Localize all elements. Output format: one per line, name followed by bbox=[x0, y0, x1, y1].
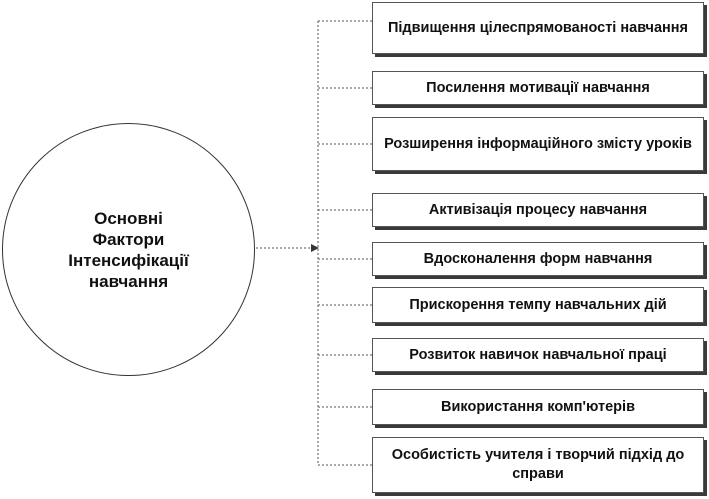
factor-box-pace-acceleration bbox=[372, 287, 704, 323]
factor-box-purposefulness bbox=[372, 2, 704, 54]
central-concept-title: Основні Фактори Інтенсифікації навчання bbox=[68, 208, 189, 291]
factor-box-informational-content bbox=[372, 117, 704, 171]
factor-label: Вдосконалення форм навчання bbox=[423, 250, 653, 267]
factor-label: Використання комп'ютерів bbox=[441, 398, 635, 415]
factor-box-study-skills bbox=[372, 338, 704, 372]
factor-box-teacher-personality bbox=[372, 437, 704, 493]
factor-label: Розвиток навичок навчальної праці bbox=[409, 346, 667, 363]
factor-box-forms-improvement bbox=[372, 242, 704, 276]
factor-box-motivation bbox=[372, 71, 704, 105]
factor-box-computers bbox=[372, 389, 704, 425]
factor-label: Підвищення цілеспрямованості навчання bbox=[387, 19, 689, 36]
factor-label: Активізація процесу навчання bbox=[428, 201, 648, 218]
factor-label: Розширення інформаційного змісту уроків bbox=[384, 135, 692, 152]
factor-label: Особистість учителя і творчий підхід до справи bbox=[391, 447, 685, 482]
factor-label: Посилення мотивації навчання bbox=[426, 79, 650, 96]
factor-label: Прискорення темпу навчальних дій bbox=[409, 296, 667, 313]
central-concept-circle bbox=[2, 123, 255, 376]
factor-box-activation bbox=[372, 193, 704, 227]
